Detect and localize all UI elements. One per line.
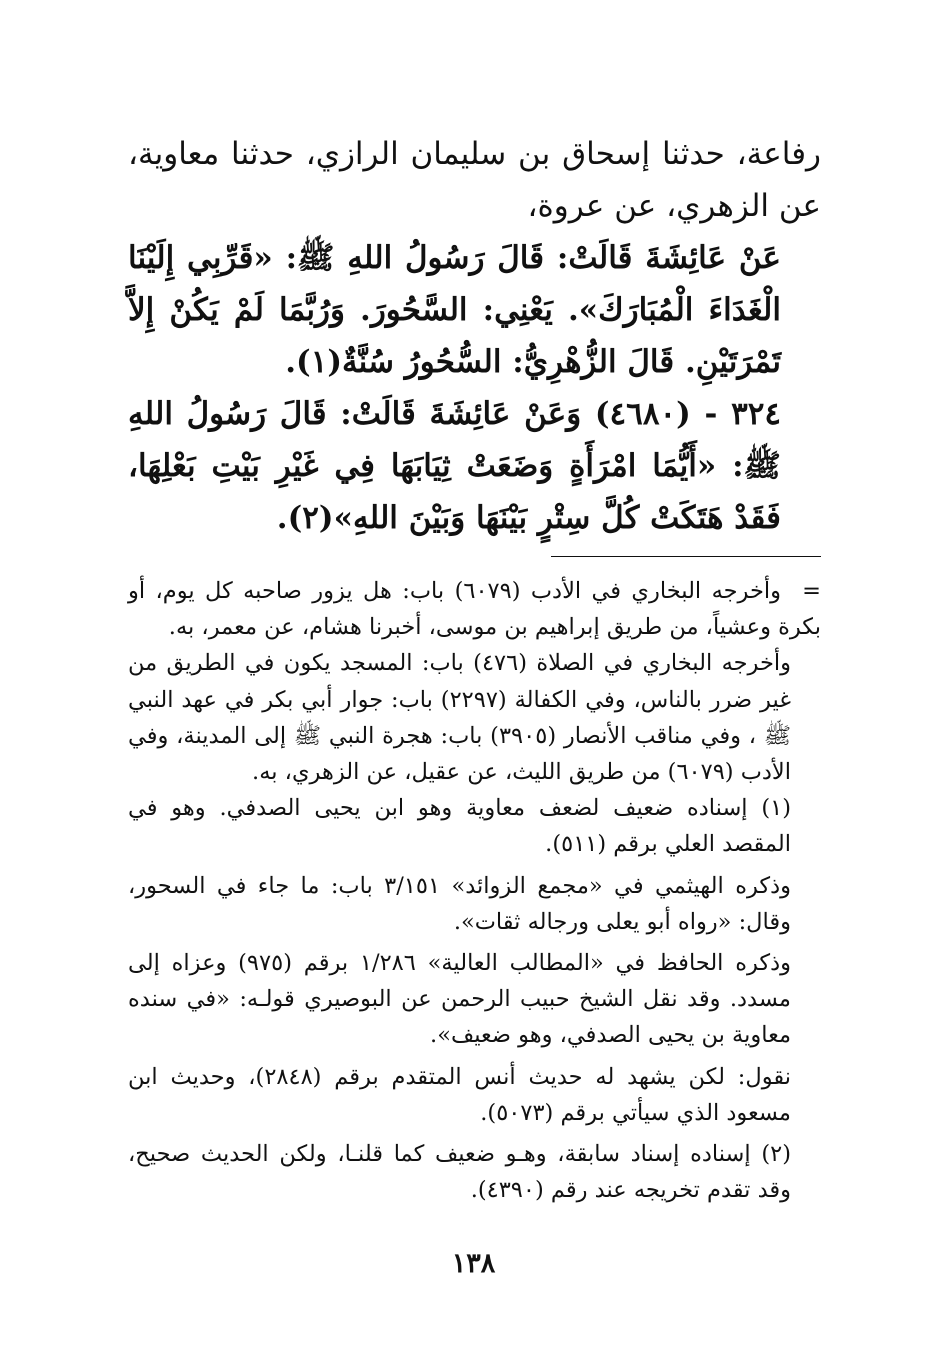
page-number: ١٣٨ — [451, 1248, 496, 1279]
continuation-mark: = — [802, 578, 821, 604]
isnad-paragraph: رفاعة، حدثنا إسحاق بن سليمان الرازي، حدثنا معاوية، عن الزهري، عن عروة، — [128, 136, 821, 224]
footnote-1-paragraph: (١) إسناده ضعيف لضعف معاوية وهو ابن يحيى الصدفي. وهو في المقصد العلي برقم (٥١١). — [128, 795, 791, 858]
footnote-2-paragraph: (٢) إسناده إسناد سابقة، وهـو ضعيف كما قلنـا، ولكن الحديث صحيح، وقد تقدم تخريجه عند رقم (٤٣٩٠). — [128, 1141, 791, 1204]
footnotes — [128, 573, 821, 1208]
footnote-divider — [551, 556, 821, 557]
footnote-paragraph: وذكره الحافظ في «المطالب العالية» ١/٢٨٦ برقم (٩٧٥) وعزاه إلى مسدد. وقد نقل الشيخ حبيب الرحمن عن البوصيري قولـه: «في سنده معاوية بن يحيى الصدفي، وهو ضعيف». — [128, 950, 791, 1049]
footnote-paragraph: نقول: لكن يشهد له حديث أنس المتقدم برقم (٢٨٤٨)، وحديث ابن مسعود الذي سيأتي برقم (٥٠٧٣). — [128, 1063, 791, 1126]
footnote-divider-wrap — [128, 556, 821, 557]
main-text — [128, 128, 821, 544]
hadith-324-paragraph: ٣٢٤ - (٤٦٨٠) وَعَنْ عَائِشَةَ قَالَتْ: قَالَ رَسُولُ اللهِ ﷺ: «أَيُّمَا امْرَأَةٍ وَضَعَتْ ثِيَابَهَا فِي غَيْرِ بَيْتِ بَعْلِهَا، فَقَدْ هَتَكَتْ كُلَّ سِتْرٍ بَيْنَهَا وَبَيْنَ اللهِ»(٢). — [128, 396, 782, 536]
footnote-paragraph: وذكره الهيثمي في «مجمع الزوائد» ٣/١٥١ باب: ما جاء في السحور، وقال: «رواه أبو يعلى ورجاله ثقات». — [128, 872, 791, 935]
footnote-paragraph — [128, 573, 821, 645]
hadith-paragraph: عَنْ عَائِشَةَ قَالَتْ: قَالَ رَسُولُ اللهِ ﷺ: «قَرِّبِي إِلَيْنَا الْغَدَاءَ الْمُبَارَكَ». يَعْنِي: السَّحُورَ. وَرُبَّمَا لَمْ يَكُنْ إِلاَّ تَمْرَتَيْنِ. قَالَ الزُّهْرِيُّ: السُّحُورُ سُنَّةٌ(١). — [128, 240, 781, 380]
footnote-paragraph: وأخرجه البخاري في الصلاة (٤٧٦) باب: المسجد يكون في الطريق من غير ضرر بالناس، وفي الكفالة (٢٢٩٧) باب: جوار أبي بكر في عهد النبي ﷺ ، وفي مناقب الأنصار (٣٩٠٥) باب: هجرة النبي ﷺ إلى المدينة، وفي الأدب (٦٠٧٩) من طريق الليث، عن عقيل، عن الزهري، به. — [128, 650, 791, 786]
footnote-text: وأخرجه البخاري في الأدب (٦٠٧٩) باب: هل يزور صاحبه كل يوم، أو بكرة وعشياً، من طريق إبراهيم بن موسى، أخبرنا هشام، عن معمر، به. — [128, 578, 821, 641]
